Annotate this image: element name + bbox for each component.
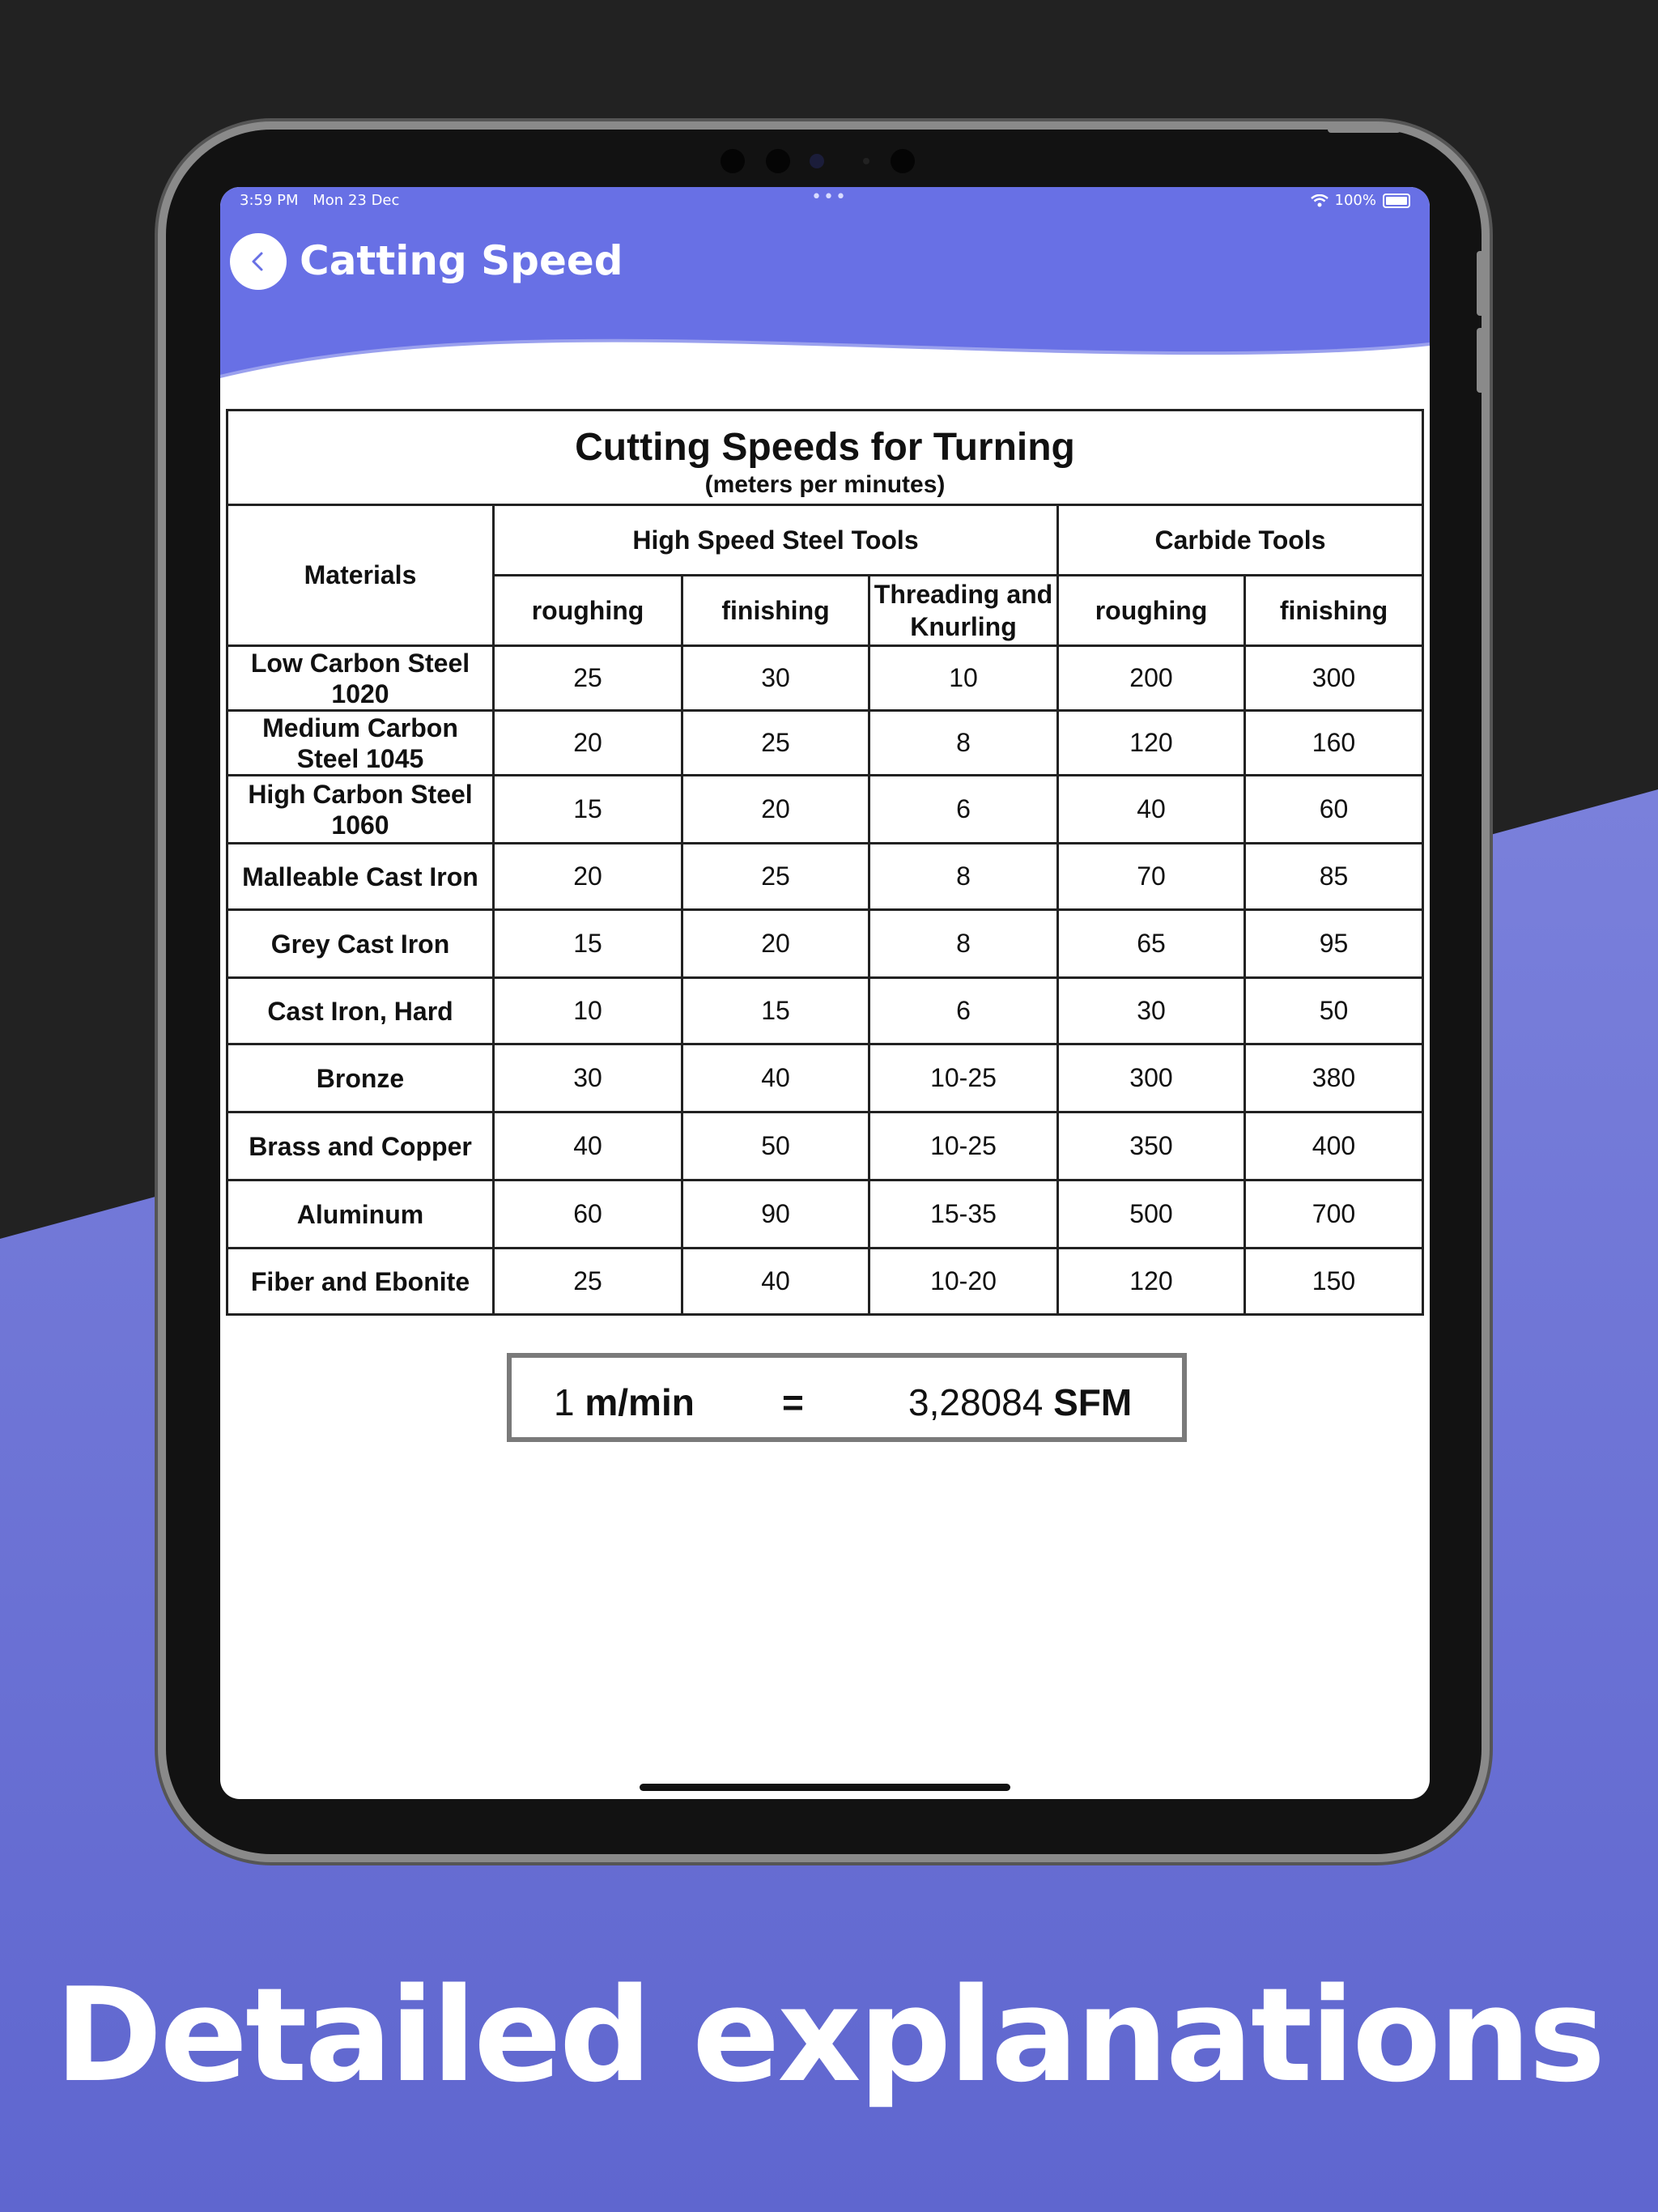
conversion-right: [908, 1380, 1132, 1424]
home-indicator[interactable]: [640, 1784, 1010, 1791]
table-subtitle: (meters per minutes): [704, 470, 946, 498]
value-cell: 6: [869, 776, 1058, 844]
cutting-speeds-table: [226, 409, 1424, 1316]
conversion-right-number: 3,28084: [908, 1381, 1044, 1423]
value-cell: 10-25: [869, 1112, 1058, 1180]
conversion-right-unit: SFM: [1053, 1381, 1133, 1423]
value-cell: 15: [682, 978, 869, 1044]
volume-button: [1477, 328, 1485, 393]
value-cell: 200: [1058, 646, 1245, 711]
material-cell: High Carbon Steel 1060: [227, 776, 494, 844]
back-button[interactable]: [230, 233, 287, 290]
table-row: [227, 1112, 1423, 1180]
table-title: Cutting Speeds for Turning: [575, 425, 1075, 469]
chevron-left-icon: [246, 249, 270, 274]
conversion-left-number: 1: [554, 1381, 575, 1423]
value-cell: 20: [682, 776, 869, 844]
value-cell: 25: [682, 711, 869, 776]
promo-caption: Detailed explanations: [54, 1959, 1604, 2111]
material-cell: Medium Carbon Steel 1045: [227, 711, 494, 776]
value-cell: 120: [1058, 1249, 1245, 1315]
value-cell: 25: [494, 646, 682, 711]
table-row: [227, 1044, 1423, 1112]
table-row: [227, 1180, 1423, 1249]
value-cell: 70: [1058, 844, 1245, 910]
value-cell: 40: [682, 1249, 869, 1315]
value-cell: 65: [1058, 910, 1245, 978]
value-cell: 20: [494, 844, 682, 910]
value-cell: 15: [494, 776, 682, 844]
value-cell: 500: [1058, 1180, 1245, 1249]
material-cell: Brass and Copper: [227, 1112, 494, 1180]
value-cell: 300: [1058, 1044, 1245, 1112]
table-row: [227, 978, 1423, 1044]
value-cell: 8: [869, 844, 1058, 910]
battery-percent: 100%: [1334, 192, 1376, 209]
value-cell: 40: [494, 1112, 682, 1180]
carbide-tools-header: Carbide Tools: [1058, 505, 1423, 576]
table-row: [227, 910, 1423, 978]
value-cell: 40: [1058, 776, 1245, 844]
value-cell: 120: [1058, 711, 1245, 776]
sub-header: finishing: [1245, 576, 1423, 646]
value-cell: 50: [682, 1112, 869, 1180]
sub-header: finishing: [682, 576, 869, 646]
materials-header: Materials: [227, 505, 494, 646]
value-cell: 160: [1245, 711, 1423, 776]
value-cell: 15: [494, 910, 682, 978]
app-screen: [220, 187, 1430, 1799]
value-cell: 8: [869, 910, 1058, 978]
conversion-left: [554, 1380, 695, 1424]
sub-header: Threading and Knurling: [869, 576, 1058, 646]
value-cell: 150: [1245, 1249, 1423, 1315]
material-cell: Fiber and Ebonite: [227, 1249, 494, 1315]
conversion-equals: =: [782, 1381, 804, 1423]
page-title: Catting Speed: [300, 237, 623, 284]
conversion-box: [507, 1353, 1187, 1442]
value-cell: 10: [494, 978, 682, 1044]
value-cell: 25: [682, 844, 869, 910]
table-row: [227, 711, 1423, 776]
status-time-date: [240, 192, 399, 209]
table-row: [227, 646, 1423, 711]
material-cell: Grey Cast Iron: [227, 910, 494, 978]
status-right: [1311, 192, 1410, 209]
value-cell: 10: [869, 646, 1058, 711]
value-cell: 20: [494, 711, 682, 776]
material-cell: Malleable Cast Iron: [227, 844, 494, 910]
material-cell: Cast Iron, Hard: [227, 978, 494, 1044]
value-cell: 40: [682, 1044, 869, 1112]
power-button: [1328, 126, 1401, 133]
value-cell: 60: [1245, 776, 1423, 844]
table-row: [227, 776, 1423, 844]
header-wave: [220, 308, 1430, 406]
value-cell: 95: [1245, 910, 1423, 978]
value-cell: 90: [682, 1180, 869, 1249]
volume-button: [1477, 251, 1485, 316]
status-time: 3:59 PM: [240, 192, 299, 209]
value-cell: 10-20: [869, 1249, 1058, 1315]
value-cell: 380: [1245, 1044, 1423, 1112]
value-cell: 85: [1245, 844, 1423, 910]
conversion-left-unit: m/min: [585, 1381, 695, 1423]
camera-cluster: [721, 146, 923, 175]
value-cell: 30: [494, 1044, 682, 1112]
status-date: Mon 23 Dec: [312, 192, 400, 209]
value-cell: 350: [1058, 1112, 1245, 1180]
material-cell: Bronze: [227, 1044, 494, 1112]
material-cell: Low Carbon Steel 1020: [227, 646, 494, 711]
value-cell: 700: [1245, 1180, 1423, 1249]
value-cell: 400: [1245, 1112, 1423, 1180]
value-cell: 25: [494, 1249, 682, 1315]
multitasking-dots[interactable]: •••: [811, 187, 848, 207]
table-title-cell: [227, 410, 1423, 505]
value-cell: 10-25: [869, 1044, 1058, 1112]
table-row: [227, 1249, 1423, 1315]
battery-icon: [1383, 194, 1410, 208]
value-cell: 30: [682, 646, 869, 711]
value-cell: 6: [869, 978, 1058, 1044]
hss-tools-header: High Speed Steel Tools: [494, 505, 1058, 576]
wifi-icon: [1311, 194, 1329, 207]
value-cell: 50: [1245, 978, 1423, 1044]
value-cell: 20: [682, 910, 869, 978]
value-cell: 15-35: [869, 1180, 1058, 1249]
sub-header: roughing: [494, 576, 682, 646]
value-cell: 300: [1245, 646, 1423, 711]
value-cell: 8: [869, 711, 1058, 776]
material-cell: Aluminum: [227, 1180, 494, 1249]
value-cell: 60: [494, 1180, 682, 1249]
value-cell: 30: [1058, 978, 1245, 1044]
table-row: [227, 844, 1423, 910]
sub-header: roughing: [1058, 576, 1245, 646]
